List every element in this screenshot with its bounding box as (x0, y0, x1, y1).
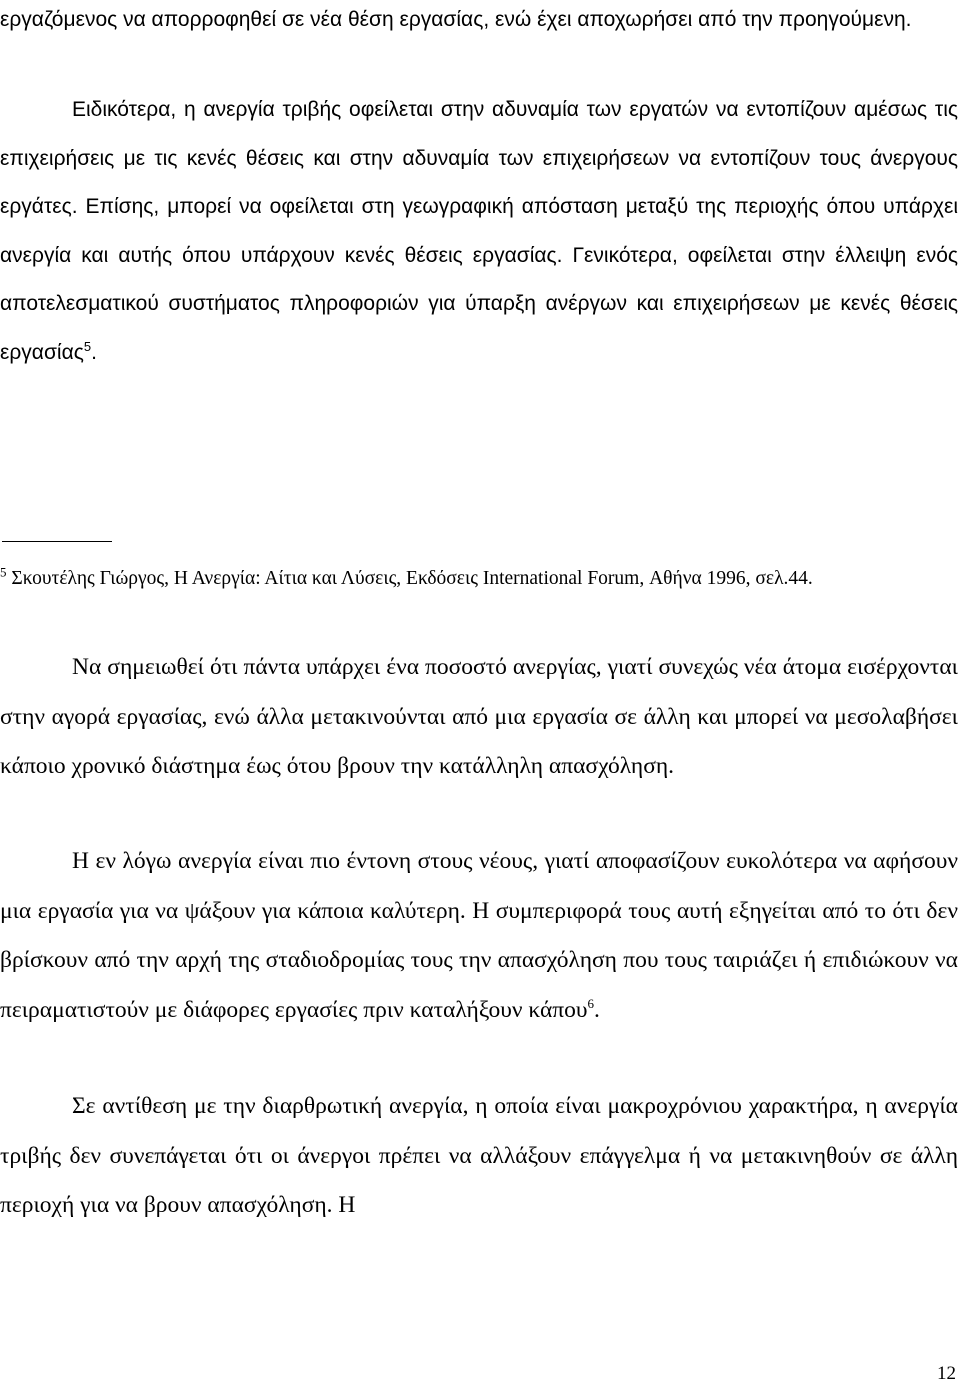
paragraph-text: Η εν λόγω ανεργία είναι πιο έντονη στους νέους, γιατί αποφασίζουν ευκολότερα να αφήσουν μια εργασία για να ψάξουν για κάποια καλύτερη. Η συμπεριφορά τους αυτή εξηγείται από το ότι δεν βρίσκουν από την αρχή της σταδιοδρομίας τους την απασχόληση που τους ταιριάζει ή επιδιώκουν να πειραματιστούν με διάφορες εργασίες πριν καταλήξουν κάπου (0, 848, 958, 1023)
footnote-reference-5[interactable]: 5 (83, 338, 92, 354)
paragraph-text: Ειδικότερα, η ανεργία τριβής οφείλεται στην αδυναμία των εργατών να εντοπίζουν αμέσως τις επιχειρήσεις με τις κενές θέσεις και στην αδυναμία των επιχειρήσεων να εντοπίζουν τους άνεργους εργάτες. Επίσης, μπορεί να οφείλεται στη γεωγραφική απόσταση μεταξύ της περιοχής όπου υπάρχει ανεργία και αυτής όπου υπάρχουν κενές θέσεις εργασίας. Γενικότερα, οφείλεται στην έλλειψη ενός αποτελεσματικού συστήματος πληροφοριών για ύπαρξη ανέργων και επιχειρήσεων με κενές θέσεις εργασίας (0, 98, 958, 364)
paragraph-young-people (0, 837, 958, 1035)
paragraph-text: Σε αντίθεση με την διαρθρωτική ανεργία, η οποία είναι μακροχρόνιου χαρακτήρα, η ανεργία τριβής δεν συνεπάγεται ότι οι άνεργοι πρέπει να αλλάξουν επάγγελμα ή να μετακινηθούν σε άλλη περιοχή για να βρουν απασχόληση. Η (0, 1093, 958, 1218)
footnote-5 (0, 557, 958, 601)
footnote-marker: 5 (0, 564, 7, 580)
footnote-reference-6[interactable]: 6 (587, 995, 595, 1011)
paragraph-end: . (91, 340, 97, 364)
paragraph-always-unemployment (0, 643, 958, 792)
paragraph-continuation (0, 0, 958, 45)
paragraph-text: Να σημειωθεί ότι πάντα υπάρχει ένα ποσοστό ανεργίας, γιατί συνεχώς νέα άτομα εισέρχονται στην αγορά εργασίας, ενώ άλλα μετακινούνται από μια εργασία σε άλλη και μπορεί να μεσολαβήσει κάποιο χρονικό διάστημα έως ότου βρουν την κατάλληλη απασχόληση. (0, 654, 958, 779)
paragraph-contrast-structural (0, 1082, 958, 1231)
footnote-separator (2, 541, 112, 542)
page-number: 12 (937, 1363, 956, 1384)
paragraph-frictional-unemployment (0, 86, 958, 377)
paragraph-text: εργαζόμενος να απορροφηθεί σε νέα θέση εργασίας, ενώ έχει αποχωρήσει από την προηγούμενη. (0, 8, 912, 31)
paragraph-end: . (594, 996, 600, 1023)
footnote-text: Σκουτέλης Γιώργος, Η Ανεργία: Αίτια και Λύσεις, Εκδόσεις International Forum, Αθήνα 1996, σελ.44. (6, 568, 813, 589)
